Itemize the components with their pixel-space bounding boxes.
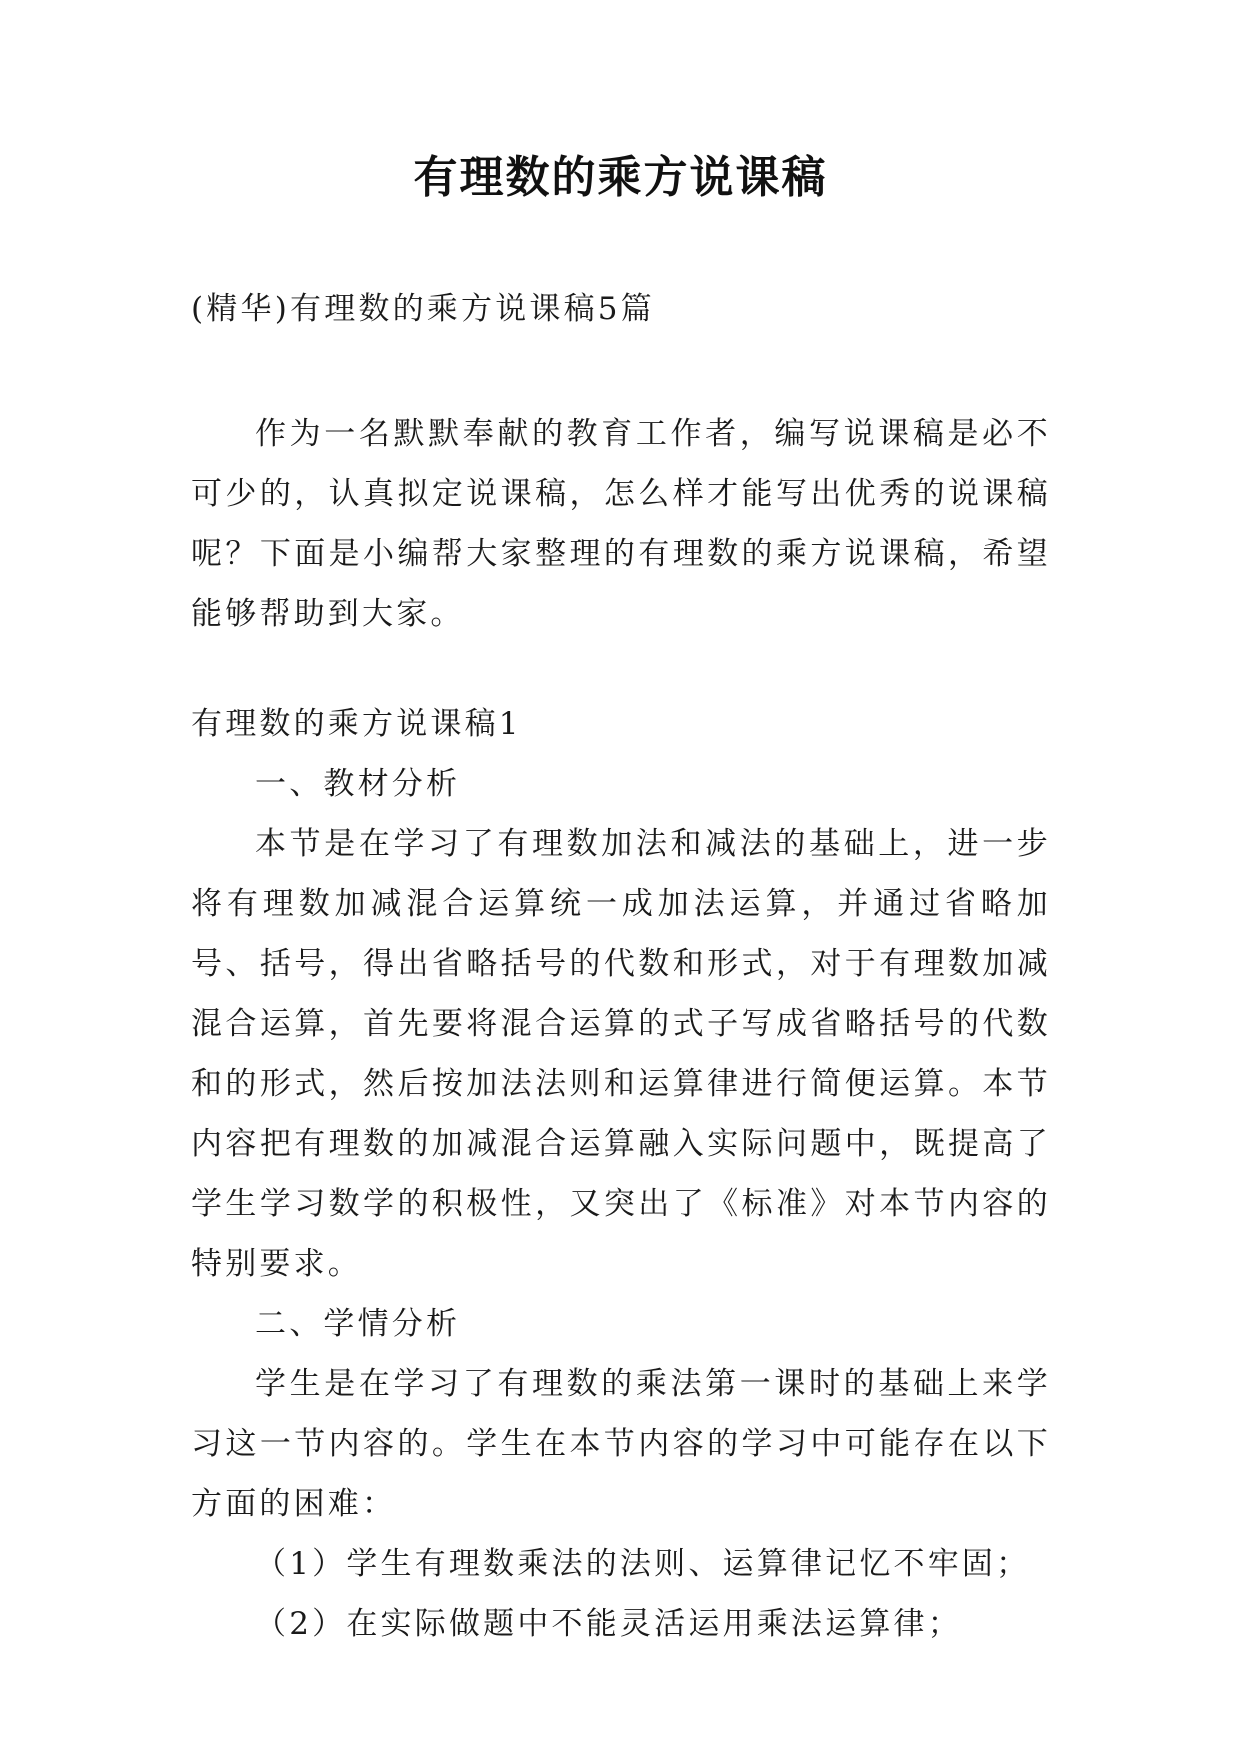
list-item: （2）在实际做题中不能灵活运用乘法运算律； <box>255 1606 962 1642</box>
paragraph-textbook-analysis: 本节是在学习了有理数加法和减法的基础上，进一步将有理数加减混合运算统一成加法运算，并通过省略加号、括号，得出省略括号的代数和形式，对于有理数加减混合运算，首先要将混合运算的式子写成省略括号的代数和的形式，然后按加法法则和运算律进行简便运算。本节内容把有理数的加减混合运算融入实际问题中，既提高了学生学习数学的积极性，又突出了《标准》对本节内容的特别要求。 <box>191 826 1051 1282</box>
document-subtitle: (精华)有理数的乘方说课稿5篇 <box>191 291 655 327</box>
paragraph-learner-analysis: 学生是在学习了有理数的乘法第一课时的基础上来学习这一节内容的。学生在本节内容的学习中可能存在以下方面的困难： <box>191 1366 1051 1522</box>
section-title: 有理数的乘方说课稿1 <box>191 706 522 742</box>
document-title: 有理数的乘方说课稿 <box>413 152 828 203</box>
document-content <box>191 694 1051 1654</box>
list-item: （1）学生有理数乘法的法则、运算律记忆不牢固； <box>255 1546 1031 1582</box>
intro-paragraph: 作为一名默默奉献的教育工作者，编写说课稿是必不可少的，认真拟定说课稿，怎么样才能写出优秀的说课稿呢？下面是小编帮大家整理的有理数的乘方说课稿，希望能够帮助到大家。 <box>191 416 1051 632</box>
heading-learner-analysis: 二、学情分析 <box>255 1306 461 1342</box>
heading-textbook-analysis: 一、教材分析 <box>255 766 461 802</box>
